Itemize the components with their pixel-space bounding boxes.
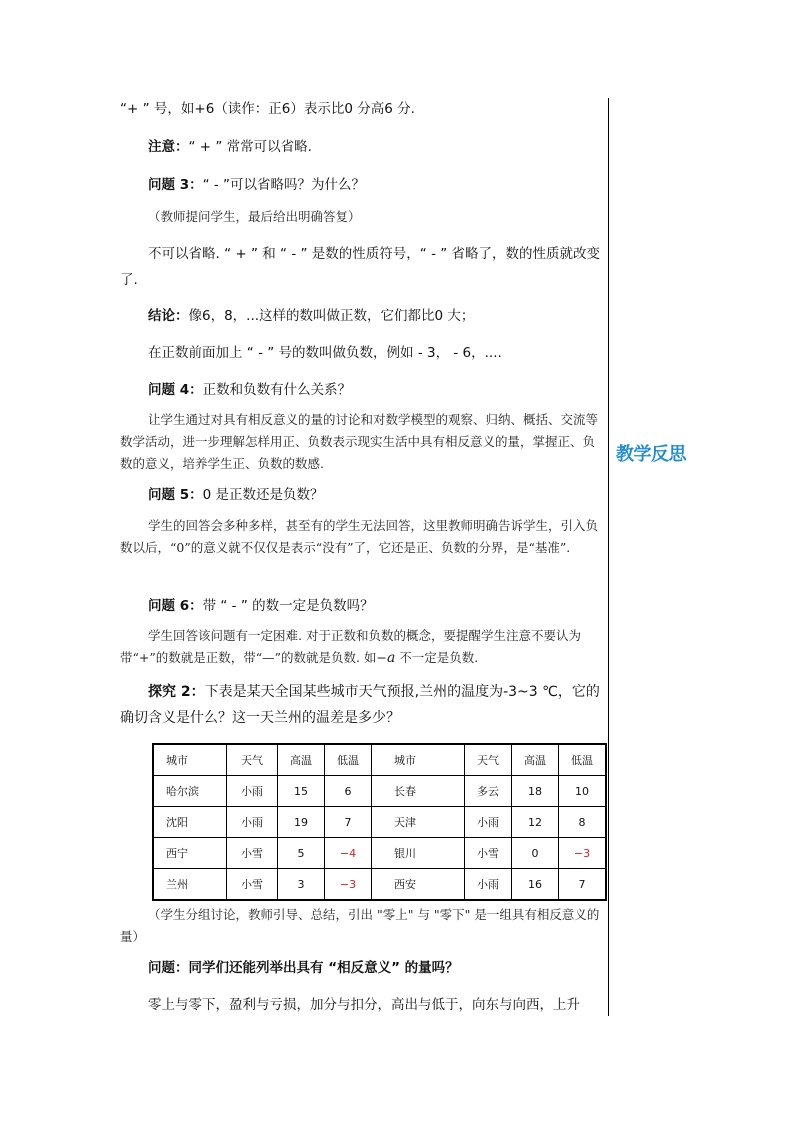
question-5 [148, 485, 602, 505]
table-cell: 18 [512, 776, 559, 807]
table-cell: 0 [512, 838, 559, 869]
table-cell: 10 [559, 776, 607, 807]
weather-table [152, 743, 607, 901]
table-cell: 8 [559, 807, 607, 838]
table-cell-negative: −4 [325, 838, 372, 869]
table-cell: 兰州 [153, 869, 227, 901]
examples-line: 零上与零下，盈利与亏损，加分与扣分，高出与低于，向东与向西，上升 [148, 997, 580, 1013]
table-cell: 16 [512, 869, 559, 901]
question-6-text: 带 “ - ” 的数一定是负数吗？ [202, 598, 374, 614]
header-low: 低温 [325, 744, 372, 776]
discussion-paragraph: 让学生通过对具有相反意义的量的讨论和对数学模型的观察、归纳、概括、交流等数学活动，进一步理解怎样用正、负数表示现实生活中具有相反意义的量，掌握正、负数的意义，培养学生正、负数的数感. [120, 412, 599, 471]
table-cell: 西安 [372, 869, 465, 901]
table-cell: 银川 [372, 838, 465, 869]
table-cell: 长春 [372, 776, 465, 807]
exploration-2 [120, 679, 602, 731]
table-cell: 多云 [465, 776, 512, 807]
conclusion-text: 像6，8，...这样的数叫做正数，它们都比0 大； [188, 308, 475, 324]
table-header-row [153, 744, 606, 776]
negative-definition: 在正数前面加上 “ - ” 号的数叫做负数，例如 - 3， - 6，.... [148, 345, 502, 361]
table-cell-negative: −3 [559, 838, 607, 869]
sign-explanation-tail: 不一定是负数. [395, 650, 479, 665]
teacher-note-1: （教师提问学生，最后给出明确答复） [148, 209, 361, 224]
note-text: “ + ” 常常可以省略. [188, 139, 312, 155]
header-low-2: 低温 [559, 744, 607, 776]
exploration-2-text: 下表是某天全国某些城市天气预报,兰州的温度为-3~3 ℃，它的确切含义是什么？这一天兰州的温差是多少？ [120, 684, 600, 726]
table-row [153, 776, 606, 807]
question-3-text: “ - ”可以省略吗？为什么？ [202, 177, 366, 193]
table-cell: 小雪 [227, 838, 278, 869]
conclusion-label: 结论： [148, 308, 189, 324]
question-opposite-meaning [148, 958, 602, 978]
question-4 [148, 380, 602, 400]
question-4-label: 问题 4： [148, 382, 203, 398]
table-row [153, 807, 606, 838]
table-cell: 沈阳 [153, 807, 227, 838]
group-discussion-note: （学生分组讨论，教师引导、总结，引出 "零上" 与 "零下" 是一组具有相反意义的量） [120, 907, 600, 944]
answer-paragraph: 不可以省略. “ + ” 和 “ - ” 是数的性质符号，“ - ” 省略了，数的性质就改变了. [120, 246, 601, 288]
zero-explanation: 学生的回答会多种多样，甚至有的学生无法回答，这里教师明确告诉学生，引入负数以后，“0”的意义就不仅仅是表示“没有”了，它还是正、负数的分界，是“基准”. [120, 518, 599, 555]
question-6-label: 问题 6： [148, 598, 203, 614]
table-cell: 5 [278, 838, 325, 869]
question-6 [148, 596, 602, 616]
right-column-divider [608, 98, 609, 1016]
header-weather: 天气 [227, 744, 278, 776]
question-5-label: 问题 5： [148, 487, 203, 503]
question-5-text: 0 是正数还是负数？ [202, 487, 324, 503]
table-cell: 小雨 [465, 807, 512, 838]
table-row [153, 869, 606, 901]
question-3-label: 问题 3： [148, 177, 203, 193]
table-cell: 3 [278, 869, 325, 901]
table-cell: 7 [559, 869, 607, 901]
header-weather-2: 天气 [465, 744, 512, 776]
table-cell: 小雨 [465, 869, 512, 901]
note-line [148, 137, 602, 157]
table-row [153, 838, 606, 869]
exploration-2-label: 探究 2： [148, 684, 205, 700]
header-high-2: 高温 [512, 744, 559, 776]
sign-explanation [120, 625, 602, 669]
table-cell: 19 [278, 807, 325, 838]
header-city-2: 城市 [372, 744, 465, 776]
table-cell: 小雪 [465, 838, 512, 869]
question-opposite-meaning-text: 问题：同学们还能列举出具有 “相反意义” 的量吗？ [148, 960, 459, 976]
table-cell: 小雪 [227, 869, 278, 901]
header-city: 城市 [153, 744, 227, 776]
table-cell: 7 [325, 807, 372, 838]
header-high: 高温 [278, 744, 325, 776]
question-4-text: 正数和负数有什么关系？ [202, 382, 352, 398]
table-cell: 小雨 [227, 776, 278, 807]
sign-explanation-text: 学生回答该问题有一定困难. 对于正数和负数的概念，要提醒学生注意不要认为带“+”的数就是正数，带“—”的数就是负数. 如− [120, 628, 581, 665]
table-cell: 6 [325, 776, 372, 807]
table-cell-negative: −3 [325, 869, 372, 901]
table-cell: 哈尔滨 [153, 776, 227, 807]
teaching-reflection-title: 教学反思 [616, 444, 686, 465]
question-3 [148, 175, 602, 195]
variable-a: a [386, 650, 396, 666]
table-cell: 西宁 [153, 838, 227, 869]
note-label: 注意： [148, 139, 189, 155]
line-plus-sign: “+ ” 号，如+6（读作：正6）表示比0 分高6 分. [120, 101, 415, 117]
table-cell: 15 [278, 776, 325, 807]
table-cell: 天津 [372, 807, 465, 838]
table-cell: 12 [512, 807, 559, 838]
table-cell: 小雨 [227, 807, 278, 838]
conclusion-line [148, 306, 602, 326]
